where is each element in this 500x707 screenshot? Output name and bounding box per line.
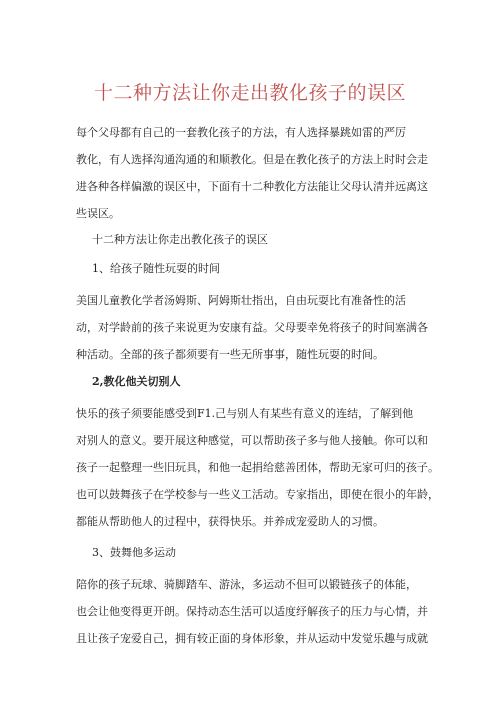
intro-line: 进各种各样偏激的误区中，下面有十二种教化方法能让父母认清并远离这 xyxy=(76,180,428,193)
paragraph-line: 陪你的孩子玩球、骑脚踏车、游泳，多运动不但可以锻链孩子的体能， xyxy=(76,578,417,591)
paragraph-line: 快乐的孩子须要能感受到F1.己与别人有某些有意义的连结，了解到他 xyxy=(76,407,414,420)
paragraph-line: 动，对学龄前的孩子来说更为安康有益。父母要幸免将孩子的时间塞满各 xyxy=(76,321,428,334)
document-title: 十二种方法让你走出教化孩子的误区 xyxy=(93,82,406,104)
paragraph-line: 都能从帮助他人的过程中，获得快乐。并养成宠爱助人的习惯。 xyxy=(76,515,384,528)
intro-line: 些误区。 xyxy=(76,207,120,220)
subtitle: 十二种方法让你走出教化孩子的误区 xyxy=(92,233,268,246)
intro-line: 每个父母都有自己的一套教化孩子的方法，有人选择暴跳如雷的严厉 xyxy=(76,126,406,139)
paragraph-line: 也会让他变得更开朗。保持动态生活可以适度纾解孩子的压力与心情，并 xyxy=(76,605,428,618)
paragraph-line: 孩子一起整理一些旧玩具，和他一起捐给慈善团体，帮助无家可归的孩子。 xyxy=(76,461,439,474)
section-heading: 3、鼓舞他多运动 xyxy=(92,546,176,559)
paragraph-line: 且让孩子宠爱自己，拥有较正面的身体形象，并从运动中发觉乐趣与成就 xyxy=(76,632,428,645)
paragraph-line: 对别人的意义。要开展这种感觉，可以帮助孩子多与他人接触。你可以和 xyxy=(76,434,428,447)
paragraph-line: 美国儿童教化学者汤姆斯、阿姆斯壮指出，自由玩耍比有准备性的活 xyxy=(76,294,406,307)
section-heading: 1、给孩子随性玩耍的时间 xyxy=(92,262,220,275)
intro-line: 教化，有人选择沟通沟通的和顺教化。但是在教化孩子的方法上时时会走 xyxy=(76,153,428,166)
paragraph-line: 种活动。全部的孩子都须要有一些无所事事，随性玩耍的时间。 xyxy=(76,348,384,361)
paragraph-line: 也可以鼓舞孩子在学校参与一些义工活动。专家指出，即使在很小的年龄， xyxy=(76,488,439,501)
section-heading: 2,教化他关切别人 xyxy=(92,375,181,388)
